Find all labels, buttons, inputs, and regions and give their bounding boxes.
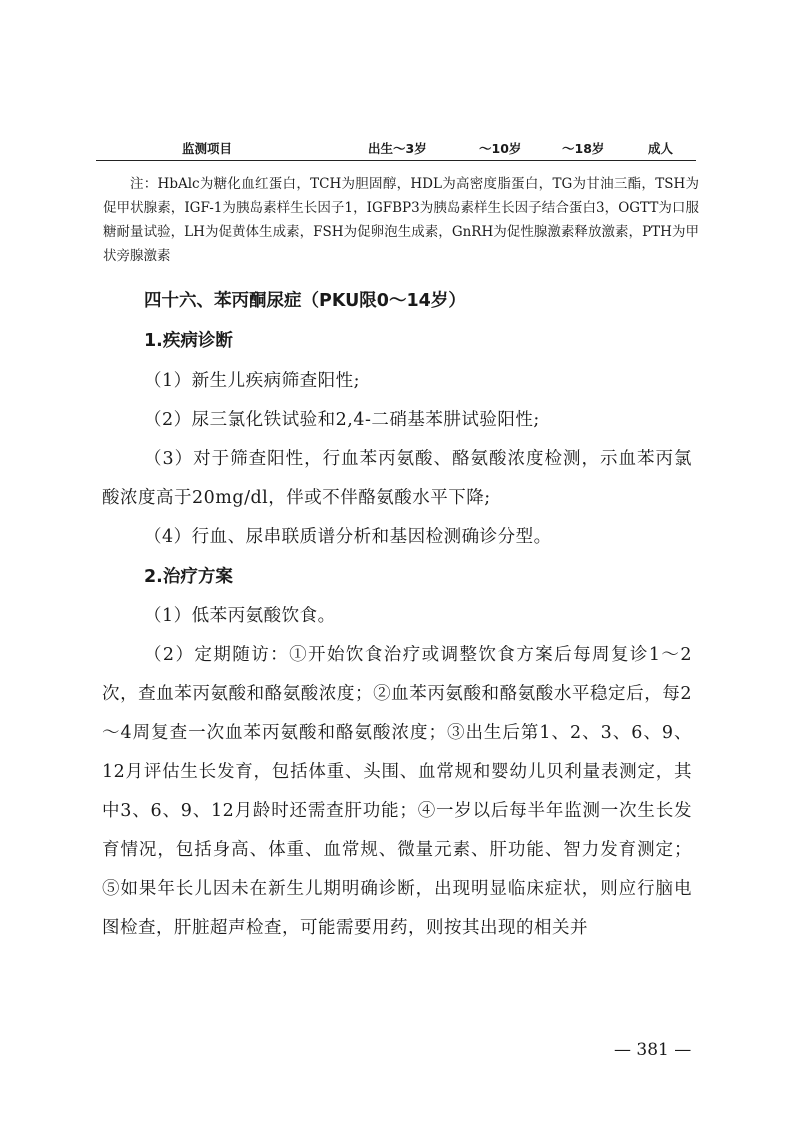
column-header-to-18: ～18岁 xyxy=(562,141,605,156)
table-footnote: 注：HbAlc为糖化血红蛋白，TCH为胆固醇，HDL为高密度脂蛋白，TG为甘油三酯，TSH为促甲状腺素，IGF-1为胰岛素样生长因子1，IGFBP3为胰岛素样生长因子结合蛋白3，OGTT为口服糖耐量试验，LH为促黄体生成素，FSH为促卵泡生成素，GnRH为促性腺激素释放激素，PTH为甲状旁腺激素 xyxy=(103,176,699,264)
diagnosis-item-1: （1）新生儿疾病筛查阳性; xyxy=(144,371,361,391)
table-header-row xyxy=(96,136,696,161)
column-header-monitoring-item: 监测项目 xyxy=(182,141,233,156)
treatment-heading: 2.治疗方案 xyxy=(144,567,233,587)
treatment-item-1: （1）低苯丙氨酸饮食。 xyxy=(144,606,336,626)
treatment-item-2: （2）定期随访：①开始饮食治疗或调整饮食方案后每周复诊1～2次，查血苯丙氨酸和酪氨酸浓度；②血苯丙氨酸和酪氨酸水平稳定后，每2～4周复查一次血苯丙氨酸和酪氨酸浓度；③出生后第1、2、3、6、9、12月评估生长发育，包括体重、头围、血常规和婴幼儿贝利量表测定，其中3、6、9、12月龄时还需查肝功能；④一岁以后每半年监测一次生长发育情况，包括身高、体重、血常规、微量元素、肝功能、智力发育测定；⑤如果年长儿因未在新生儿期明确诊断，出现明显临床症状，则应行脑电图检查，肝脏超声检查，可能需要用药，则按其出现的相关并 xyxy=(102,645,692,938)
section-title: 四十六、苯丙酮尿症（PKU限0～14岁） xyxy=(144,291,466,311)
diagnosis-item-4: （4）行血、尿串联质谱分析和基因检测确诊分型。 xyxy=(144,527,552,547)
column-header-birth-to-3: 出生～3岁 xyxy=(368,141,427,156)
diagnosis-heading: 1.疾病诊断 xyxy=(144,331,233,351)
page-number: — 381 — xyxy=(614,1040,692,1060)
diagnosis-item-2: （2）尿三氯化铁试验和2,4-二硝基苯肼试验阳性; xyxy=(144,410,540,430)
column-header-to-10: ～10岁 xyxy=(479,141,522,156)
diagnosis-item-3: （3）对于筛查阳性，行血苯丙氨酸、酪氨酸浓度检测，示血苯丙氯酸浓度高于20mg/dl，伴或不伴酪氨酸水平下降; xyxy=(102,449,692,508)
column-header-adult: 成人 xyxy=(648,141,674,156)
